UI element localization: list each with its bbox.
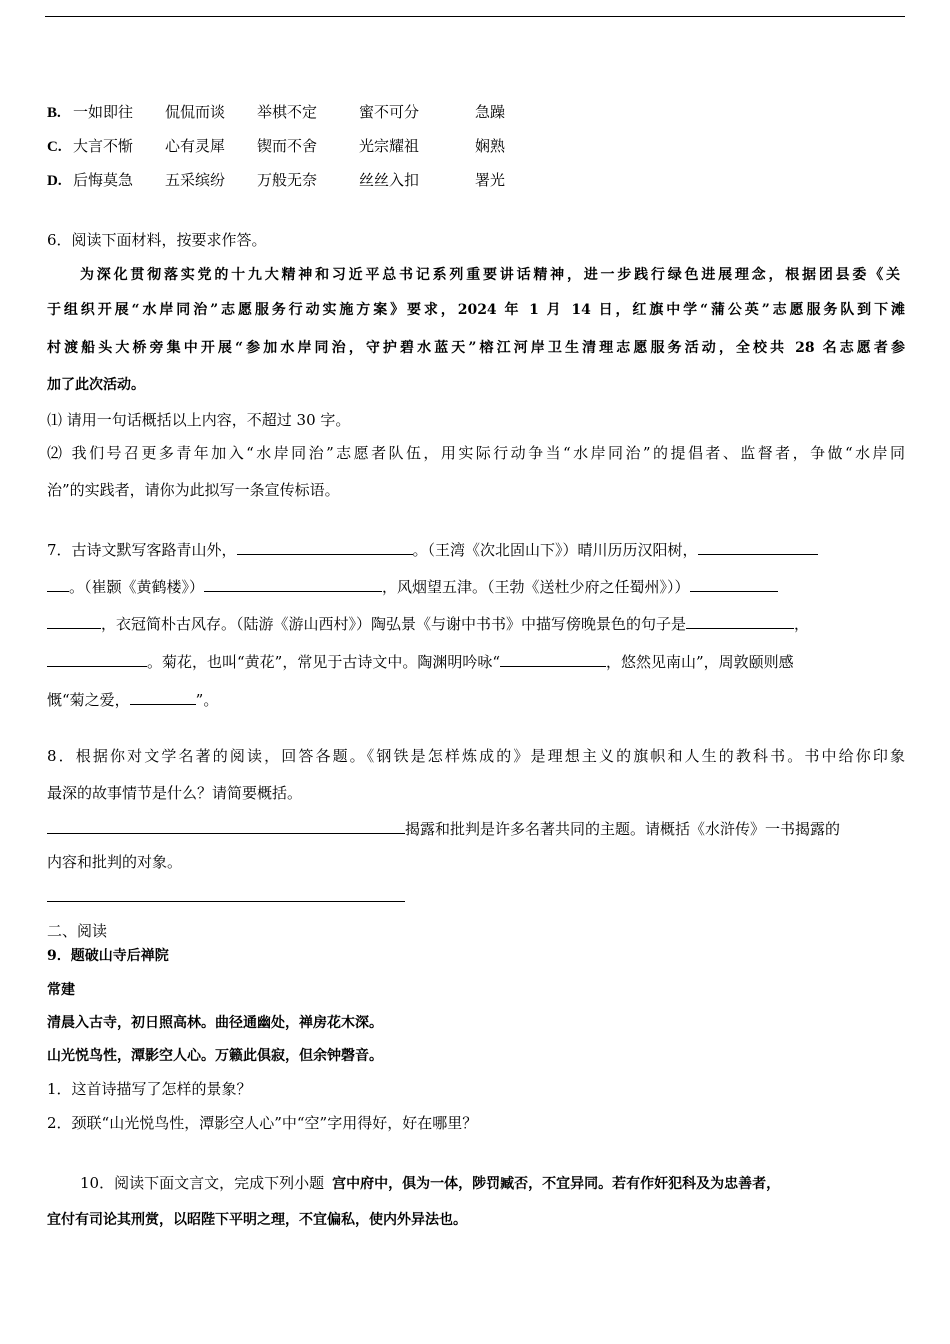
q7-text: 。菊花，也叫“黄花”，常见于古诗文中。陶渊明吟咏“ [147, 653, 501, 671]
section-heading: 二、阅读 [47, 922, 108, 940]
option-word: 丝丝入扣 [359, 171, 420, 189]
option-word: 大言不惭 [73, 137, 134, 155]
option-c [47, 136, 505, 157]
q10-text: 10．阅读下面文言文，完成下列小题 [80, 1174, 325, 1192]
option-word: 后悔莫急 [73, 171, 134, 189]
q7-line-5 [47, 688, 218, 710]
q9-author: 常建 [47, 982, 75, 998]
option-word: 侃侃而谈 [165, 103, 226, 121]
q7-text: 。（王湾《次北固山下》）晴川历历汉阳树， [412, 541, 698, 559]
option-word: 举棋不定 [257, 103, 318, 121]
option-word: 蜜不可分 [359, 103, 420, 121]
q10-line-2: 宜付有司论其刑赏，以昭陛下平明之理，不宜偏私，使内外异法也。 [47, 1212, 467, 1228]
q8-line-4: 内容和批判的对象。 [47, 853, 183, 871]
header-rule [45, 16, 905, 17]
q10-classical-text: 宫中府中，俱为一体，陟罚臧否，不宜异同。若有作奸犯科及为忠善者， [332, 1176, 781, 1192]
option-d [47, 170, 505, 191]
q9-title: 9．题破山寺后禅院 [47, 948, 169, 964]
q9-poem-line: 山光悦鸟性，潭影空人心。万籁此俱寂，但余钟磬音。 [47, 1048, 383, 1064]
q6-sub-question-2-cont: 治”的实践者，请你为此拟写一条宣传标语。 [47, 481, 340, 499]
option-b [47, 102, 505, 123]
q7-text: ”。 [195, 691, 219, 709]
option-word: 五采缤纷 [165, 171, 226, 189]
option-word: 一如即往 [73, 103, 134, 121]
q6-paragraph-line: 村渡船头大桥旁集中开展“参加水岸同治，守护碧水蓝天”榕江河岸卫生清理志愿服务活动，全校共 28 名志愿者参 [47, 340, 905, 356]
option-word: 光宗耀祖 [359, 137, 420, 155]
q7-text: 。（崔颢《黄鹤楼》） [69, 578, 205, 596]
q9-sub-question-2: 2．颈联“山光悦鸟性，潭影空人心”中“空”字用得好，好在哪里？ [47, 1114, 478, 1132]
answer-blank[interactable] [47, 575, 69, 592]
q7-text: 慨“菊之爱， [47, 691, 130, 709]
q7-text: ，悠然见南山”，周敦颐则感 [606, 653, 794, 671]
q6-sub-question-1: ⑴ 请用一句话概括以上内容，不超过 30 字。 [47, 411, 351, 429]
answer-blank[interactable] [237, 538, 413, 555]
q10-line-1 [80, 1173, 780, 1194]
q8-line-2: 最深的故事情节是什么？请简要概括。 [47, 784, 303, 802]
q7-line-2 [47, 575, 778, 597]
q9-poem-line: 清晨入古寺，初日照高林。曲径通幽处，禅房花木深。 [47, 1015, 383, 1031]
answer-blank[interactable] [500, 650, 606, 667]
option-letter: C. [47, 139, 62, 155]
option-word: 娴熟 [475, 137, 506, 155]
option-word: 署光 [475, 171, 506, 189]
answer-blank[interactable] [47, 650, 147, 667]
answer-blank[interactable] [204, 575, 382, 592]
option-word: 急躁 [475, 103, 506, 121]
answer-blank[interactable] [686, 612, 794, 629]
option-word: 心有灵犀 [165, 137, 226, 155]
q8-line-3 [47, 817, 840, 839]
answer-blank[interactable] [130, 688, 196, 705]
option-word: 锲而不舍 [257, 137, 318, 155]
q7-line-1 [47, 538, 818, 560]
q9-sub-question-1: 1．这首诗描写了怎样的景象？ [47, 1080, 252, 1098]
q6-sub-question-2: ⑵ 我们号召更多青年加入“水岸同治”志愿者队伍，用实际行动争当“水岸同治”的提倡者、监督者，争做“水岸同 [47, 444, 905, 462]
q8-line-1: 8．根据你对文学名著的阅读，回答各题。《钢铁是怎样炼成的》是理想主义的旗帜和人生的教科书。书中给你印象 [47, 747, 905, 765]
q6-paragraph-line: 于组织开展“水岸同治”志愿服务行动实施方案》要求，2024 年 1 月 14 日，红旗中学“蒲公英”志愿服务队到下滩 [47, 302, 905, 318]
q7-line-3 [47, 612, 809, 634]
option-word: 万般无奈 [257, 171, 318, 189]
answer-blank[interactable] [47, 885, 405, 902]
q7-line-4 [47, 650, 794, 672]
q6-paragraph-line: 加了此次活动。 [47, 377, 145, 393]
q6-title: 6．阅读下面材料，按要求作答。 [47, 231, 267, 249]
q8-answer-line [47, 885, 405, 907]
q7-text: ，风烟望五津。（王勃《送杜少府之任蜀州》）） [382, 578, 690, 596]
answer-blank[interactable] [690, 575, 778, 592]
q7-text: 7．古诗文默写客路青山外， [47, 541, 237, 559]
option-letter: B. [47, 105, 61, 121]
q8-text: 揭露和批判是许多名著共同的主题。请概括《水浒传》一书揭露的 [405, 820, 841, 838]
answer-blank[interactable] [47, 612, 101, 629]
answer-blank[interactable] [698, 538, 818, 555]
q7-text: ，衣冠简朴古风存。（陆游《游山西村》）陶弘景《与谢中书书》中描写傍晚景色的句子是 [101, 615, 687, 633]
q6-paragraph-line: 为深化贯彻落实党的十九大精神和习近平总书记系列重要讲话精神，进一步践行绿色进展理念，根据团县委《关 [80, 267, 900, 283]
option-letter: D. [47, 173, 62, 189]
q7-text: ， [794, 615, 810, 633]
answer-blank[interactable] [47, 817, 405, 834]
